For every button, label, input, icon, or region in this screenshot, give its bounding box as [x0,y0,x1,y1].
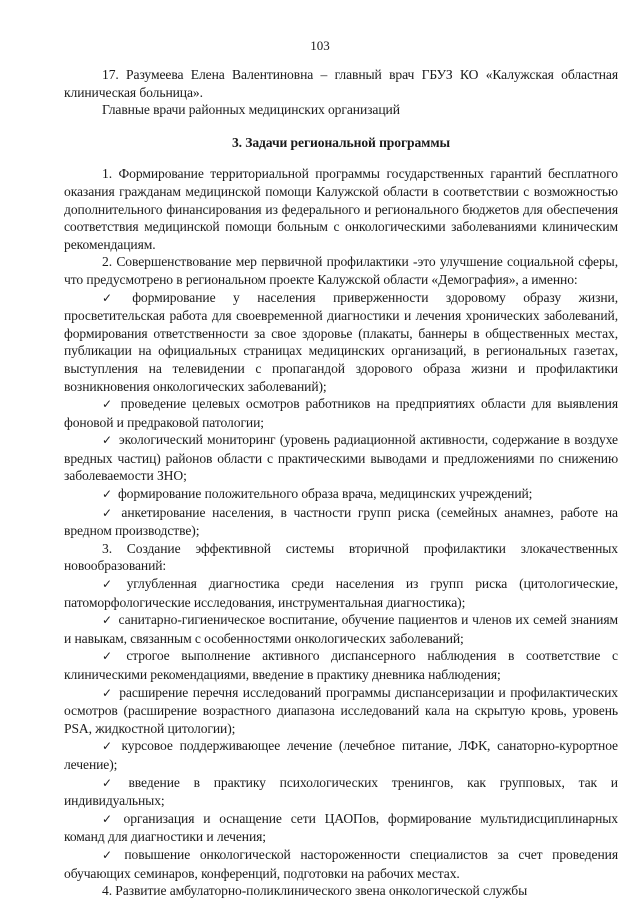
paragraph-task-1: 1. Формирование территориальной программы государственных гарантий бесплатного оказания гражданам медицинской помощи Калужской области в соответствии с возможностью дополнительного финансирования из федерального и регионального бюджетов для обеспечения соответствия медицинской помощи больным с онкологическими заболеваниями клиническим рекомендациям. [64,166,618,252]
checklist-item [64,504,618,540]
checklist-item [64,485,618,504]
paragraph-task-3: 3. Создание эффективной системы вторичной профилактики злокачественных новообразований: [64,540,618,574]
checkmark-icon: ✓ [102,685,114,700]
task-3-list [64,575,618,882]
checklist-item-text: анкетирование населения, в частности групп риска (семейных анамнез, работе на вредном производстве); [64,504,618,539]
checklist-item-text: экологический мониторинг (уровень радиационной активности, содержание в воздухе вредных частиц) районов области с практическими выводами и предложениями по снижению заболеваемости ЗНО; [64,432,618,484]
checklist-item [64,737,618,773]
task-2-list [64,289,618,540]
checkmark-icon: ✓ [102,577,121,592]
checkmark-icon: ✓ [102,613,113,628]
checklist-item [64,810,618,846]
checkmark-icon: ✓ [102,505,116,520]
checkmark-icon: ✓ [102,847,119,862]
checkmark-icon: ✓ [102,649,121,664]
checklist-item [64,289,618,396]
paragraph-item-17: 17. Разумеева Елена Валентиновна – главный врач ГБУЗ КО «Калужская областная клиническая больница». [64,67,618,100]
paragraph-chief-doctors: Главные врачи районных медицинских организаций [102,102,400,118]
checklist-item [64,647,618,683]
checkmark-icon: ✓ [102,397,115,412]
checklist-item [64,684,618,738]
checklist-item [64,431,618,485]
checkmark-icon: ✓ [102,739,116,754]
checklist-item-text: организация и оснащение сети ЦАОПов, формирование мультидисциплинарных команд для диагностики и лечения; [64,810,618,845]
section-title: 3. Задачи региональной программы [231,134,451,150]
checkmark-icon: ✓ [102,290,127,305]
checklist-item-text: расширение перечня исследований программы диспансеризации и профилактических осмотров (расширение возрастного диапазона исследований кала на скрытую кровь, уровень PSA, жидкостной цитологии); [64,684,618,736]
checklist-item-text: проведение целевых осмотров работников на предприятиях области для выявления фоновой и предраковой патологии; [64,396,618,430]
paragraph-task-4: 4. Развитие амбулаторно-поликлинического звена онкологической службы [102,883,528,899]
checkmark-icon: ✓ [102,433,113,448]
checklist-item-text: формирование положительного образа врача, медицинских учреждений; [117,486,533,502]
document-body [64,66,618,900]
checklist-item-text: повышение онкологической настороженности специалистов за счет проведения обучающих семинаров, конференций, подготовки на рабочих местах. [64,846,618,881]
checklist-item [64,395,618,431]
checklist-item-text: введение в практику психологических тренингов, как групповых, так и индивидуальных; [64,774,618,809]
checklist-item [64,846,618,882]
paragraph-task-2: 2. Совершенствование мер первичной профилактики -это улучшение социальной сферы, что предусмотрено в региональном проекте Калужской области «Демография», а именно: [64,254,618,287]
checklist-item-text: формирование у населения приверженности здоровому образу жизни, просветительская работа для своевременной диагностики и лечения хронических заболеваний, формирования ответственности за свое здоровье (плакаты, баннеры в общественных местах, публикации на официальных страницах медицинских организаций, в региональных газетах, выступления на телевидении с пропагандой здорового образа жизни и профилактики возникновения онкологических заболеваний); [64,289,618,394]
page-number: 103 [310,38,330,53]
checkmark-icon: ✓ [102,811,118,826]
checklist-item [64,611,618,647]
checklist-item-text: строгое выполнение активного диспансерного наблюдения в соответствие с клиническими рекомендациями, введение в практику дневника наблюдения; [64,648,618,682]
checklist-item-text: санитарно-гигиеническое воспитание, обучение пациентов и членов их семей знаниям и навыкам, связанным с особенностями онкологических заболеваний; [64,612,618,646]
checkmark-icon: ✓ [102,775,123,790]
checklist-item [64,774,618,810]
checklist-item-text: курсовое поддерживающее лечение (лечебное питание, ЛФК, санаторно-курортное лечение); [64,738,618,772]
checklist-item [64,575,618,611]
checkmark-icon: ✓ [102,487,112,502]
checklist-item-text: углубленная диагностика среди населения из групп риска (цитологические, патоморфологические исследования, инструментальная диагностика); [64,576,618,610]
